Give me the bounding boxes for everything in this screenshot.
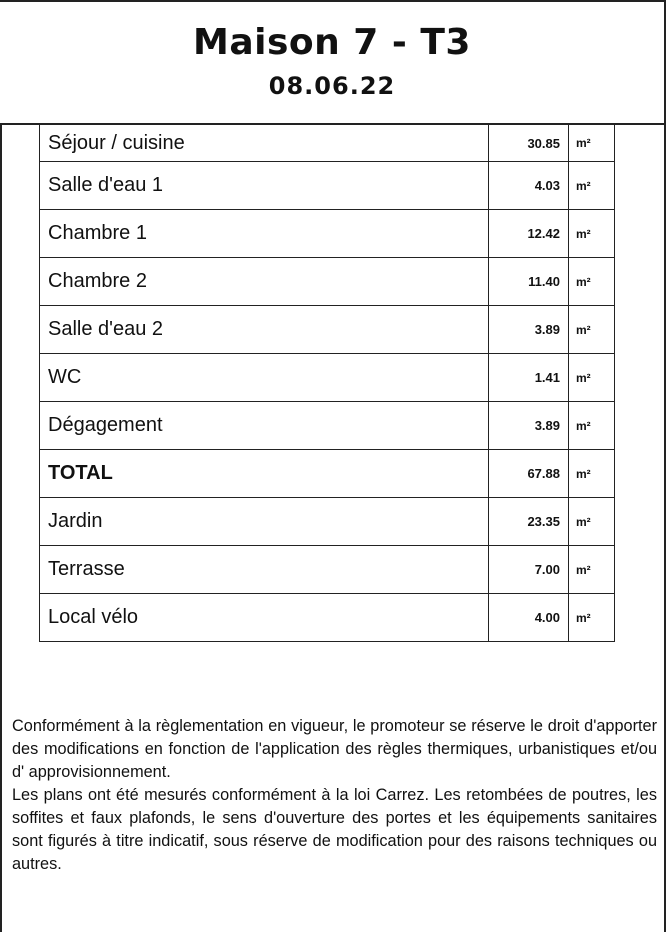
- legal-notes: [12, 715, 657, 876]
- area-unit: m²: [569, 258, 615, 306]
- document-header: [0, 0, 666, 125]
- total-area: 67.88: [489, 450, 569, 498]
- room-area: 1.41: [489, 354, 569, 402]
- area-unit: m²: [569, 402, 615, 450]
- area-unit: m²: [569, 306, 615, 354]
- regulation-note: Conformément à la règlementation en vigueur, le promoteur se réserve le droit d'apporter des modifications en fonction de l'application des règles thermiques, urbanistiques et/ou d' approvisionnement.: [12, 717, 657, 781]
- area-unit: m²: [569, 594, 615, 642]
- table-row: [40, 594, 615, 642]
- area-unit: m²: [569, 162, 615, 210]
- room-name: Local vélo: [40, 594, 489, 642]
- area-unit: m²: [569, 210, 615, 258]
- room-name: Dégagement: [40, 402, 489, 450]
- table-row: [40, 402, 615, 450]
- room-name: Salle d'eau 2: [40, 306, 489, 354]
- page-title: Maison 7 - T3: [193, 22, 471, 63]
- area-unit: m²: [569, 354, 615, 402]
- document-date: 08.06.22: [268, 72, 396, 100]
- room-name: WC: [40, 354, 489, 402]
- table-row: [40, 354, 615, 402]
- room-area: 11.40: [489, 258, 569, 306]
- room-name: Chambre 1: [40, 210, 489, 258]
- table-row: [40, 498, 615, 546]
- frame-left-border: [0, 123, 2, 932]
- room-area: 3.89: [489, 306, 569, 354]
- area-unit: m²: [569, 125, 615, 162]
- table-row: [40, 258, 615, 306]
- room-area: 4.00: [489, 594, 569, 642]
- table-row: [40, 546, 615, 594]
- room-name: Salle d'eau 1: [40, 162, 489, 210]
- room-name: Terrasse: [40, 546, 489, 594]
- room-area: 23.35: [489, 498, 569, 546]
- room-area: 12.42: [489, 210, 569, 258]
- room-name: Séjour / cuisine: [40, 125, 489, 162]
- total-row: [40, 450, 615, 498]
- room-area: 7.00: [489, 546, 569, 594]
- room-name: Chambre 2: [40, 258, 489, 306]
- room-area: 30.85: [489, 125, 569, 162]
- carrez-note: Les plans ont été mesurés conformément à la loi Carrez. Les retombées de poutres, les soffites et faux plafonds, le sens d'ouverture des portes et les équipements sanitaires sont figurés à titre indicatif, sous réserve de modification pour des raisons techniques ou autres.: [12, 786, 657, 873]
- table-row: [40, 210, 615, 258]
- table-row: [40, 125, 615, 162]
- total-label: TOTAL: [40, 450, 489, 498]
- table-row: [40, 162, 615, 210]
- room-area: 3.89: [489, 402, 569, 450]
- area-unit: m²: [569, 498, 615, 546]
- area-unit: m²: [569, 546, 615, 594]
- surface-table: [39, 124, 615, 642]
- room-name: Jardin: [40, 498, 489, 546]
- room-area: 4.03: [489, 162, 569, 210]
- table-row: [40, 306, 615, 354]
- area-unit: m²: [569, 450, 615, 498]
